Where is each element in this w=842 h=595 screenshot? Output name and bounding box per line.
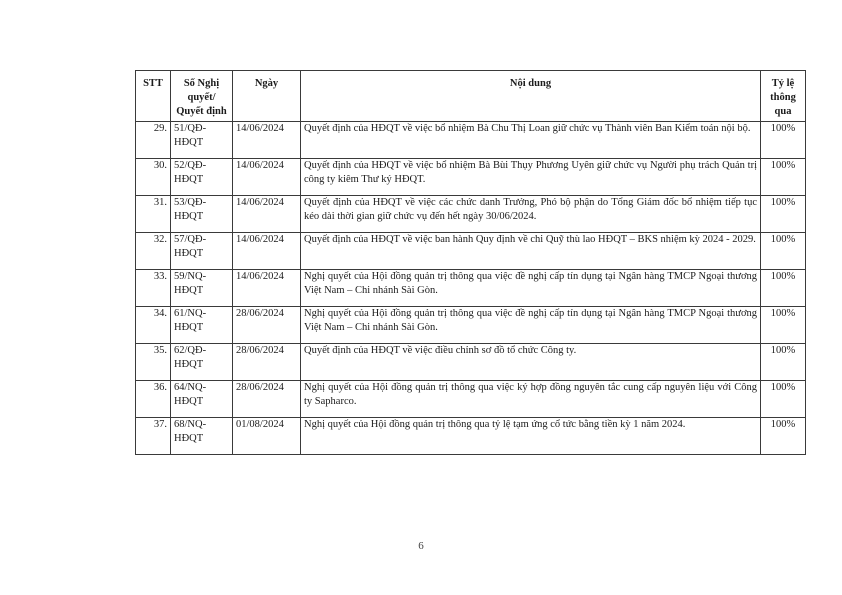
table-row xyxy=(136,159,806,196)
row-content: Nghị quyết của Hội đồng quản trị thông qua việc ký hợp đồng nguyên tắc cung cấp nguyên liệu với Công ty Sapharco. xyxy=(301,381,761,418)
table-row xyxy=(136,270,806,307)
row-approval-rate: 100% xyxy=(761,344,806,381)
row-stt: 30. xyxy=(136,159,171,196)
row-resolution-number: 52/QĐ- HĐQT xyxy=(171,159,233,196)
row-resolution-number: 53/QĐ- HĐQT xyxy=(171,196,233,233)
row-date: 14/06/2024 xyxy=(233,159,301,196)
header-content: Nội dung xyxy=(301,71,761,122)
row-resolution-number: 68/NQ- HĐQT xyxy=(171,418,233,455)
table-row xyxy=(136,344,806,381)
table-row xyxy=(136,233,806,270)
row-stt: 37. xyxy=(136,418,171,455)
row-date: 01/08/2024 xyxy=(233,418,301,455)
row-approval-rate: 100% xyxy=(761,122,806,159)
row-content: Quyết định của HĐQT về việc các chức danh Trưởng, Phó bộ phận do Tổng Giám đốc bổ nhiệm tiếp tục kéo dài thời gian giữ chức vụ đến hết ngày 30/06/2024. xyxy=(301,196,761,233)
row-date: 28/06/2024 xyxy=(233,381,301,418)
row-date: 28/06/2024 xyxy=(233,307,301,344)
row-date: 28/06/2024 xyxy=(233,344,301,381)
row-resolution-number: 59/NQ- HĐQT xyxy=(171,270,233,307)
row-content: Quyết định của HĐQT về việc bổ nhiệm Bà Chu Thị Loan giữ chức vụ Thành viên Ban Kiểm toán nội bộ. xyxy=(301,122,761,159)
header-date: Ngày xyxy=(233,71,301,122)
row-content: Nghị quyết của Hội đồng quản trị thông qua việc đề nghị cấp tín dụng tại Ngân hàng TMCP Ngoại thương Việt Nam – Chi nhánh Sài Gòn. xyxy=(301,307,761,344)
resolutions-table xyxy=(135,70,806,455)
row-date: 14/06/2024 xyxy=(233,122,301,159)
row-content: Nghị quyết của Hội đồng quản trị thông qua tỷ lệ tạm ứng cổ tức bằng tiền kỳ 1 năm 2024. xyxy=(301,418,761,455)
row-resolution-number: 64/NQ- HĐQT xyxy=(171,381,233,418)
row-stt: 32. xyxy=(136,233,171,270)
row-stt: 29. xyxy=(136,122,171,159)
table-header-row xyxy=(136,71,806,122)
table-row xyxy=(136,122,806,159)
row-stt: 33. xyxy=(136,270,171,307)
table-row xyxy=(136,196,806,233)
row-stt: 34. xyxy=(136,307,171,344)
header-stt: STT xyxy=(136,71,171,122)
row-content: Nghị quyết của Hội đồng quản trị thông qua việc đề nghị cấp tín dụng tại Ngân hàng TMCP Ngoại thương Việt Nam – Chi nhánh Sài Gòn. xyxy=(301,270,761,307)
row-resolution-number: 61/NQ- HĐQT xyxy=(171,307,233,344)
row-approval-rate: 100% xyxy=(761,233,806,270)
row-resolution-number: 57/QĐ- HĐQT xyxy=(171,233,233,270)
header-approval-rate: Tỷ lệ thông qua xyxy=(761,71,806,122)
row-date: 14/06/2024 xyxy=(233,233,301,270)
table-row xyxy=(136,381,806,418)
row-stt: 31. xyxy=(136,196,171,233)
row-content: Quyết định của HĐQT về việc ban hành Quy định về chi Quỹ thù lao HĐQT – BKS nhiệm kỳ 2024 - 2029. xyxy=(301,233,761,270)
row-approval-rate: 100% xyxy=(761,307,806,344)
row-resolution-number: 51/QĐ- HĐQT xyxy=(171,122,233,159)
table-row xyxy=(136,307,806,344)
row-resolution-number: 62/QĐ- HĐQT xyxy=(171,344,233,381)
header-resolution-number: Số Nghị quyết/ Quyết định xyxy=(171,71,233,122)
row-approval-rate: 100% xyxy=(761,196,806,233)
row-approval-rate: 100% xyxy=(761,381,806,418)
row-stt: 35. xyxy=(136,344,171,381)
row-approval-rate: 100% xyxy=(761,159,806,196)
table-row xyxy=(136,418,806,455)
row-date: 14/06/2024 xyxy=(233,196,301,233)
page-number: 6 xyxy=(418,540,424,552)
row-approval-rate: 100% xyxy=(761,418,806,455)
row-approval-rate: 100% xyxy=(761,270,806,307)
row-content: Quyết định của HĐQT về việc điều chỉnh sơ đồ tổ chức Công ty. xyxy=(301,344,761,381)
row-stt: 36. xyxy=(136,381,171,418)
row-date: 14/06/2024 xyxy=(233,270,301,307)
row-content: Quyết định của HĐQT về việc bổ nhiệm Bà Bùi Thụy Phương Uyên giữ chức vụ Người phụ trách Quản trị công ty kiêm Thư ký HĐQT. xyxy=(301,159,761,196)
